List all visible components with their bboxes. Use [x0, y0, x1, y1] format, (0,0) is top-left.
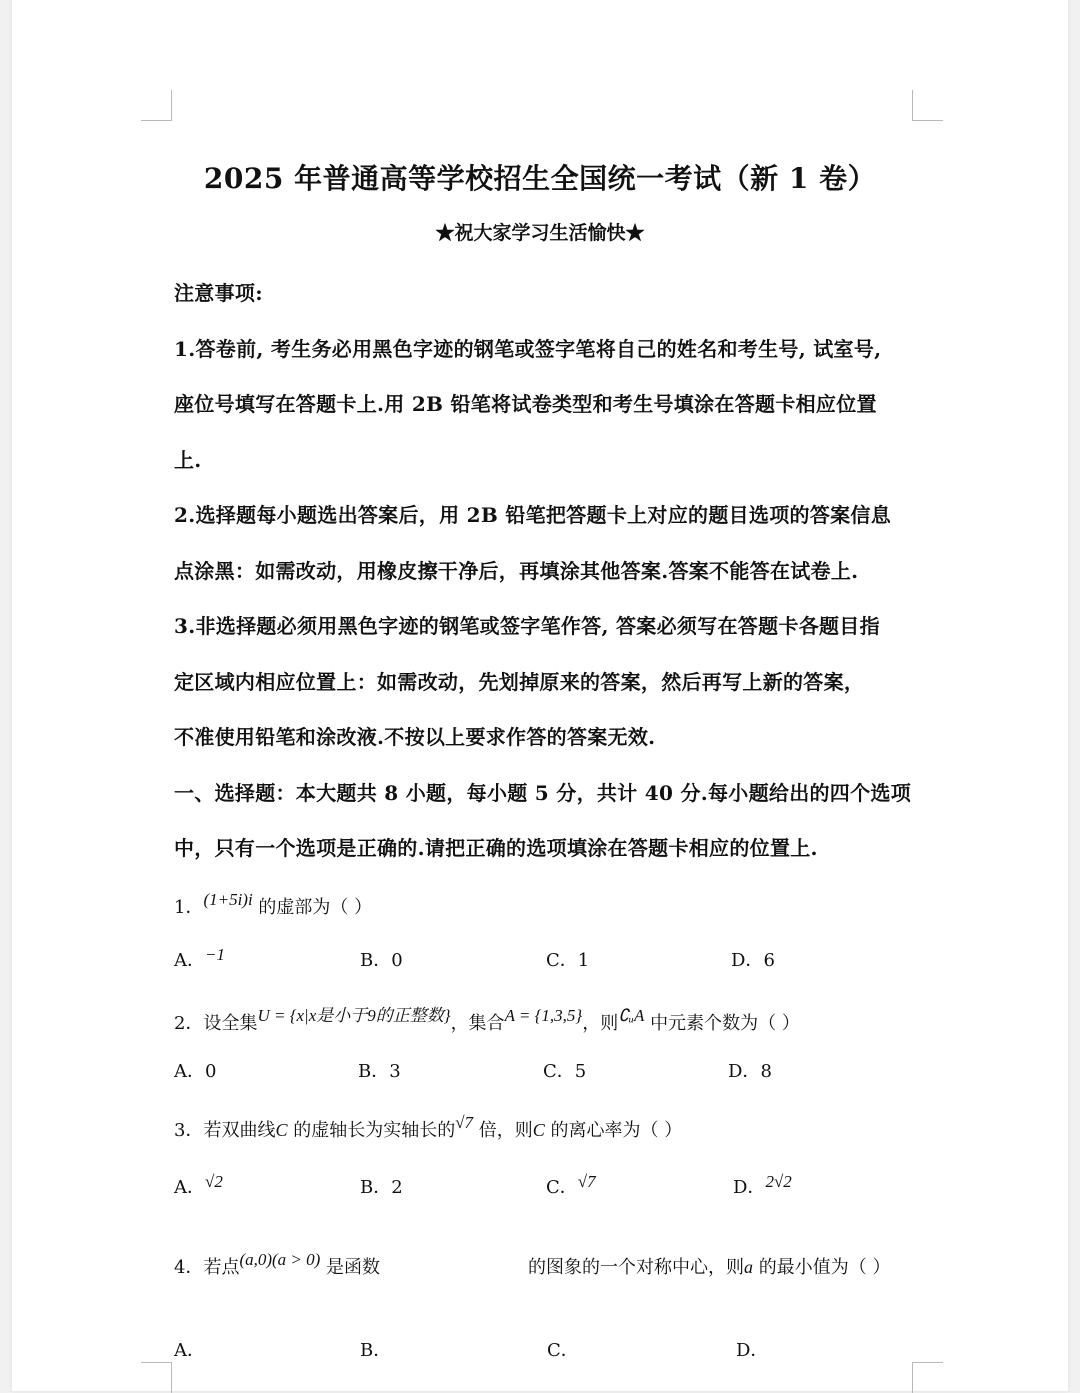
option-a: A．−1	[174, 945, 225, 971]
page-corner-mark	[912, 90, 943, 121]
option-a: A．0	[174, 1061, 217, 1082]
notes-line: 3.非选择题必须用黑色字迹的钢笔或签字笔作答, 答案必须写在答题卡各题目指	[174, 614, 880, 638]
question-number: 1．	[174, 897, 204, 918]
page-corner-mark	[141, 90, 172, 121]
notes-line: 点涂黑：如需改动，用橡皮擦干净后，再填涂其他答案.答案不能答在试卷上.	[174, 559, 859, 583]
notes-line: 上.	[174, 448, 202, 472]
option-d: D．2√2	[733, 1172, 792, 1198]
option-b: B．2	[360, 1177, 403, 1198]
option-c: C．√7	[546, 1172, 596, 1198]
option-c: C．	[547, 1340, 579, 1361]
notes-line: 1.答卷前, 考生务必用黑色字迹的钢笔或签字笔将自己的姓名和考生号, 试室号,	[174, 337, 882, 361]
option-d: D．	[736, 1340, 769, 1361]
page-corner-mark	[141, 1362, 172, 1393]
option-b: B．	[360, 1340, 392, 1361]
option-b: B．0	[360, 950, 403, 971]
math-expression: √7	[455, 1113, 474, 1132]
question-4-continued: 的图象的一个对称中心，则a 的最小值为（ ）	[528, 1257, 891, 1278]
exam-subtitle: ★祝大家学习生活愉快★	[435, 222, 645, 244]
document-page	[12, 0, 1068, 1391]
page-corner-mark	[912, 1362, 943, 1393]
math-expression: U = {x|x是小于9的正整数}	[257, 1006, 451, 1025]
section-heading: 一、选择题：本大题共 8 小题，每小题 5 分，共计 40 分.每小题给出的四个选项	[174, 781, 912, 805]
question-text: 的虚部为（ ）	[252, 897, 373, 918]
notes-line: 2.选择题每小题选出答案后，用 2B 铅笔把答题卡上对应的题目选项的答案信息	[174, 503, 892, 527]
notes-line: 定区域内相应位置上：如需改动，先划掉原来的答案，然后再写上新的答案，	[174, 670, 865, 694]
exam-title: 2025 年普通高等学校招生全国统一考试（新 1 卷）	[203, 162, 877, 195]
option-a: A．	[174, 1340, 205, 1361]
math-expression: (a,0)(a > 0)	[239, 1250, 321, 1269]
option-b: B．3	[358, 1061, 401, 1082]
section-heading: 中，只有一个选项是正确的.请把正确的选项填涂在答题卡相应的位置上.	[174, 836, 818, 860]
option-a: A．√2	[174, 1172, 223, 1198]
notes-line: 座位号填写在答题卡上.用 2B 铅笔将试卷类型和考生号填涂在答题卡相应位置	[174, 392, 877, 416]
option-d: D．8	[728, 1061, 772, 1082]
option-c: C．5	[543, 1061, 587, 1082]
math-expression: (1+5i)i	[203, 890, 253, 909]
notes-heading: 注意事项:	[174, 281, 263, 305]
question-2: 2．设全集U = {x|x是小于9的正整数}，集合A = {1,3,5}，则∁ᵤA 中元素个数为（ ）	[174, 1006, 800, 1034]
option-c: C．1	[546, 950, 590, 971]
question-3: 3．若双曲线C 的虚轴长为实轴长的√7 倍，则C 的离心率为（ ）	[174, 1113, 683, 1141]
option-d: D．6	[731, 950, 775, 971]
math-expression: A = {1,3,5}	[504, 1006, 583, 1025]
math-expression: ∁ᵤA	[618, 1006, 645, 1025]
question-4: 4．若点(a,0)(a > 0) 是函数	[174, 1250, 381, 1278]
question-1	[174, 890, 373, 919]
notes-line: 不准使用铅笔和涂改液.不按以上要求作答的答案无效.	[174, 725, 656, 749]
